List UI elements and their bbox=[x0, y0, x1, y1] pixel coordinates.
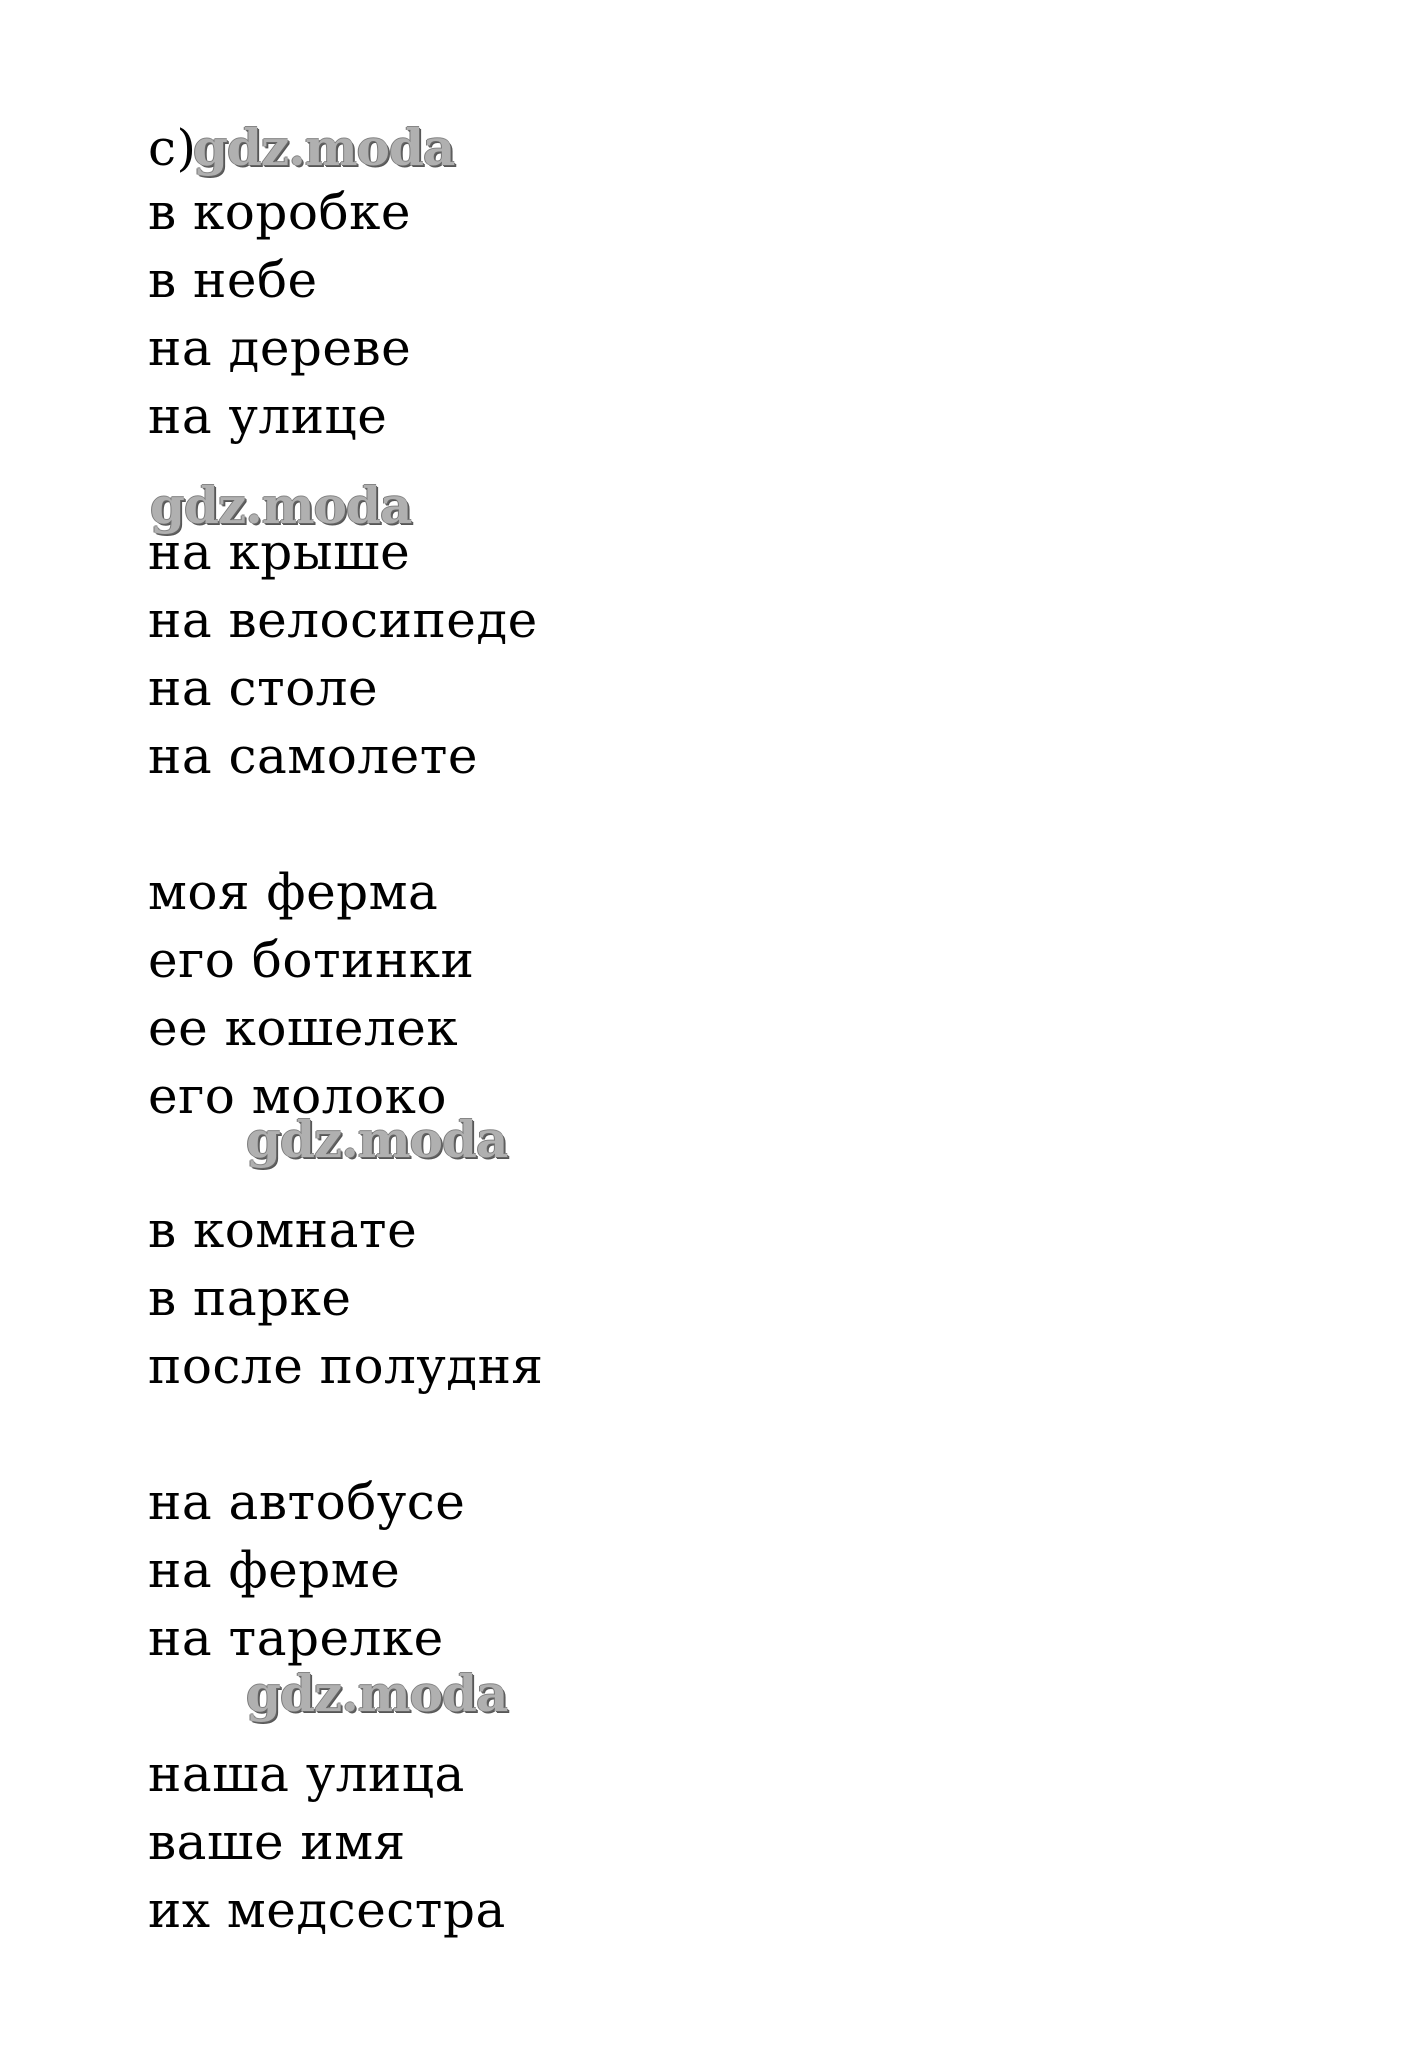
answer-line-3: на дереве bbox=[148, 319, 412, 377]
answer-line-10: его ботинки bbox=[148, 931, 475, 989]
answer-line-5: на крыше bbox=[148, 523, 411, 581]
answer-line-1: в коробке bbox=[148, 183, 411, 241]
answer-line-4: на улице bbox=[148, 387, 388, 445]
answer-line-16: на автобусе bbox=[148, 1473, 466, 1531]
answer-line-6: на велосипеде bbox=[148, 591, 538, 649]
answer-line-21: их медсестра bbox=[148, 1881, 506, 1939]
answer-line-2: в небе bbox=[148, 251, 318, 309]
answer-line-7: на столе bbox=[148, 659, 379, 717]
answer-line-17: на ферме bbox=[148, 1541, 401, 1599]
answer-line-18: на тарелке bbox=[148, 1609, 444, 1667]
answer-line-15: после полудня bbox=[148, 1337, 544, 1395]
answer-line-8: на самолете bbox=[148, 727, 478, 785]
answer-line-13: в комнате bbox=[148, 1201, 418, 1259]
answer-line-9: моя ферма bbox=[148, 863, 439, 921]
watermark-logo: gdz.moda bbox=[150, 476, 412, 535]
watermark-logo: gdz.moda bbox=[193, 118, 455, 177]
watermark-logo: gdz.moda bbox=[246, 1110, 508, 1169]
answer-line-12: его молоко bbox=[148, 1067, 447, 1125]
answer-line-11: ее кошелек bbox=[148, 999, 459, 1057]
answer-line-14: в парке bbox=[148, 1269, 352, 1327]
watermark-logo: gdz.moda bbox=[246, 1664, 508, 1723]
answer-line-20: ваше имя bbox=[148, 1813, 406, 1871]
answer-line-19: наша улица bbox=[148, 1745, 465, 1803]
exercise-label: c) bbox=[148, 119, 197, 177]
